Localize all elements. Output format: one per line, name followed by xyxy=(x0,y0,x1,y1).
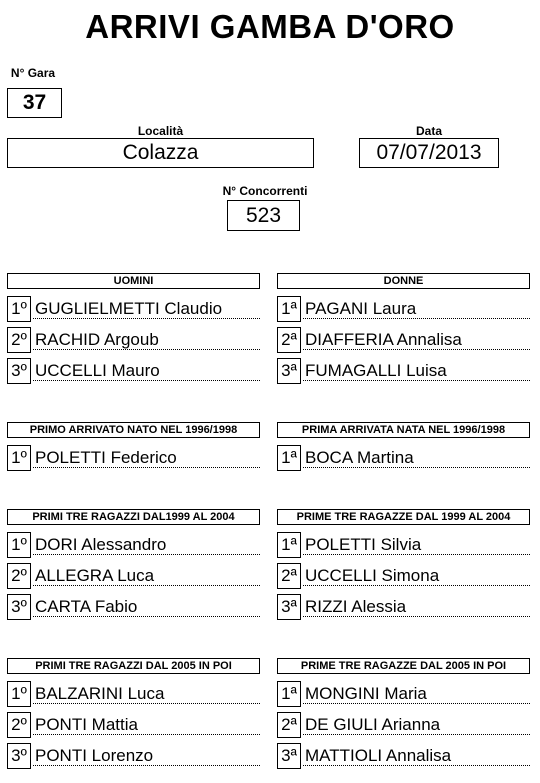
athlete-name: BALZARINI Luca xyxy=(35,684,165,703)
athlete-name: POLETTI Silvia xyxy=(305,535,422,554)
position-box: 2º xyxy=(7,327,31,353)
athlete-name: MATTIOLI Annalisa xyxy=(305,746,452,765)
data-label: Data xyxy=(415,124,442,138)
dotted-underline xyxy=(33,585,260,586)
result-row xyxy=(277,327,530,353)
position-box: 2ª xyxy=(277,563,301,589)
dotted-underline xyxy=(33,467,260,468)
position-box: 1º xyxy=(7,681,31,707)
section-header: PRIMO ARRIVATO NATO NEL 1996/1998 xyxy=(7,422,260,438)
athlete-name: PONTI Lorenzo xyxy=(35,746,154,765)
result-row xyxy=(277,358,530,384)
position-box: 1º xyxy=(7,532,31,558)
dotted-underline xyxy=(33,349,260,350)
dotted-underline xyxy=(303,616,530,617)
section-header: UOMINI xyxy=(7,273,260,289)
athlete-name: ALLEGRA Luca xyxy=(35,566,155,585)
section-header: PRIME TRE RAGAZZE DAL 2005 IN POI xyxy=(277,658,530,674)
athlete-name: PONTI Mattia xyxy=(35,715,138,734)
result-row xyxy=(277,594,530,620)
position-box: 1ª xyxy=(277,296,301,322)
dotted-underline xyxy=(33,616,260,617)
position-box: 1ª xyxy=(277,681,301,707)
position-box: 1ª xyxy=(277,532,301,558)
dotted-underline xyxy=(33,703,260,704)
result-row xyxy=(277,712,530,738)
position-box: 3º xyxy=(7,594,31,620)
dotted-underline xyxy=(303,467,530,468)
position-box: 3ª xyxy=(277,358,301,384)
athlete-name: UCCELLI Mauro xyxy=(35,361,160,380)
dotted-underline xyxy=(303,585,530,586)
result-row xyxy=(7,296,260,322)
position-box: 2ª xyxy=(277,327,301,353)
result-row xyxy=(7,532,260,558)
result-row xyxy=(277,296,530,322)
section-header: PRIMA ARRIVATA NATA NEL 1996/1998 xyxy=(277,422,530,438)
position-box: 3ª xyxy=(277,743,301,769)
result-row xyxy=(7,594,260,620)
dotted-underline xyxy=(33,318,260,319)
position-box: 1ª xyxy=(277,445,301,471)
section-header: DONNE xyxy=(277,273,530,289)
athlete-name: GUGLIELMETTI Claudio xyxy=(35,299,223,318)
section-header: PRIMI TRE RAGAZZI DAL1999 AL 2004 xyxy=(7,509,260,525)
dotted-underline xyxy=(33,734,260,735)
result-row xyxy=(7,712,260,738)
athlete-name: DIAFFERIA Annalisa xyxy=(305,330,462,349)
position-box: 3º xyxy=(7,743,31,769)
position-box: 2º xyxy=(7,712,31,738)
position-box: 2º xyxy=(7,563,31,589)
gara-label: N° Gara xyxy=(10,66,56,80)
athlete-name: RACHID Argoub xyxy=(35,330,159,349)
data-value: 07/07/2013 xyxy=(359,138,499,168)
position-box: 1º xyxy=(7,445,31,471)
dotted-underline xyxy=(33,765,260,766)
position-box: 1º xyxy=(7,296,31,322)
result-row xyxy=(277,681,530,707)
result-row xyxy=(7,681,260,707)
position-box: 3º xyxy=(7,358,31,384)
athlete-name: PAGANI Laura xyxy=(305,299,417,318)
athlete-name: RIZZI Alessia xyxy=(305,597,407,616)
result-row xyxy=(7,445,260,471)
dotted-underline xyxy=(33,554,260,555)
athlete-name: CARTA Fabio xyxy=(35,597,138,616)
concorrenti-value: 523 xyxy=(227,200,300,231)
result-row xyxy=(7,327,260,353)
result-row xyxy=(277,743,530,769)
result-row xyxy=(7,563,260,589)
dotted-underline xyxy=(303,349,530,350)
dotted-underline xyxy=(303,703,530,704)
dotted-underline xyxy=(303,734,530,735)
localita-label: Località xyxy=(137,124,184,138)
dotted-underline xyxy=(303,554,530,555)
athlete-name: FUMAGALLI Luisa xyxy=(305,361,447,380)
position-box: 2ª xyxy=(277,712,301,738)
athlete-name: DORI Alessandro xyxy=(35,535,167,554)
athlete-name: BOCA Martina xyxy=(305,448,414,467)
result-row xyxy=(7,743,260,769)
section-header: PRIME TRE RAGAZZE DAL 1999 AL 2004 xyxy=(277,509,530,525)
athlete-name: DE GIULI Arianna xyxy=(305,715,441,734)
dotted-underline xyxy=(303,318,530,319)
dotted-underline xyxy=(303,765,530,766)
dotted-underline xyxy=(33,380,260,381)
dotted-underline xyxy=(303,380,530,381)
position-box: 3ª xyxy=(277,594,301,620)
concorrenti-label: N° Concorrenti xyxy=(222,184,308,198)
gara-value: 37 xyxy=(7,88,62,118)
result-row xyxy=(277,445,530,471)
result-row xyxy=(277,532,530,558)
athlete-name: MONGINI Maria xyxy=(305,684,427,703)
result-row xyxy=(7,358,260,384)
localita-value: Colazza xyxy=(7,138,314,168)
athlete-name: UCCELLI Simona xyxy=(305,566,440,585)
page-title: ARRIVI GAMBA D'ORO xyxy=(85,8,455,45)
result-row xyxy=(277,563,530,589)
section-header: PRIMI TRE RAGAZZI DAL 2005 IN POI xyxy=(7,658,260,674)
athlete-name: POLETTI Federico xyxy=(35,448,177,467)
